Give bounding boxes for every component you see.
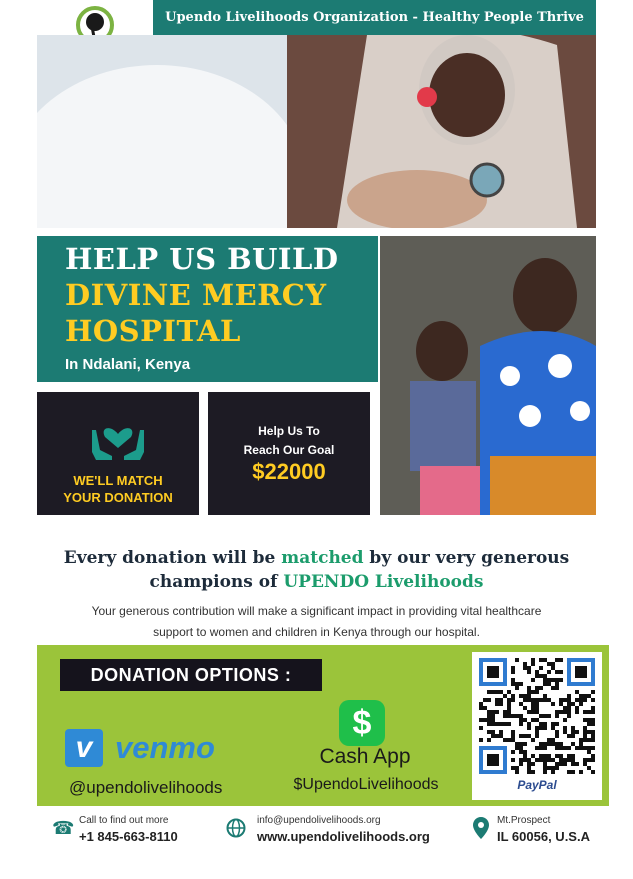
mother-child-illustration <box>380 236 596 515</box>
help-us-build-box <box>37 236 378 382</box>
donation-panel <box>37 645 609 806</box>
donation-options-title: DONATION OPTIONS : <box>60 659 322 691</box>
heart-hands-icon <box>88 412 148 460</box>
phone-icon: ☎ <box>52 818 75 838</box>
venmo-handle[interactable]: @upendolivelihoods <box>69 778 223 797</box>
paypal-label: PayPal <box>517 778 557 792</box>
subtext-line-1: Your generous contribution will make a significant impact in providing vital healthcare <box>91 604 542 618</box>
doctor-child-illustration <box>37 35 596 228</box>
venmo-wordmark[interactable]: venmo <box>115 730 215 765</box>
cashapp-icon[interactable]: $ <box>339 700 385 746</box>
website-link[interactable]: www.upendolivelihoods.org <box>257 829 430 844</box>
match-text-line-2: YOUR DONATION <box>63 490 173 505</box>
goal-amount: $22000 <box>252 459 326 484</box>
email-address[interactable]: info@upendolivelihoods.org <box>257 815 381 826</box>
phone-label: Call to find out more <box>79 815 169 826</box>
headline-part-3: champions of <box>149 572 284 592</box>
match-text <box>37 472 199 506</box>
location-text: In Ndalani, Kenya <box>65 356 191 373</box>
help-line-3: HOSPITAL <box>65 314 241 348</box>
qr-code-icon <box>479 658 595 774</box>
help-line-1: HELP US BUILD <box>65 242 339 276</box>
paypal-qr-card[interactable] <box>472 652 602 800</box>
cashapp-wordmark[interactable]: Cash App <box>319 745 411 768</box>
goal-label-line-2: Reach Our Goal <box>243 443 335 457</box>
tagline-banner: Upendo Livelihoods Organization - Healthy People Thrive <box>153 0 596 35</box>
family-photo <box>380 236 596 515</box>
goal-card <box>208 392 370 515</box>
phone-number[interactable]: +1 845-663-8110 <box>79 829 178 844</box>
match-donation-card <box>37 392 199 515</box>
globe-icon <box>226 818 246 838</box>
headline-highlight-upendo: UPENDO Livelihoods <box>283 572 484 592</box>
goal-label-line-1: Help Us To <box>258 424 320 438</box>
hero-photo <box>37 35 596 228</box>
subtext <box>30 601 603 643</box>
address-city: Mt.Prospect <box>497 815 551 826</box>
location-pin-icon <box>473 817 489 839</box>
subtext-line-2: support to women and children in Kenya through our hospital. <box>153 625 480 639</box>
help-line-2: DIVINE MERCY <box>65 278 327 312</box>
headline-part-2: by our very generous <box>363 548 570 568</box>
headline-part-1: Every donation will be <box>63 548 282 568</box>
headline-highlight-matched: matched <box>281 548 364 568</box>
cashapp-handle[interactable]: $UpendoLivelihoods <box>293 776 439 793</box>
venmo-icon[interactable]: v <box>65 729 103 767</box>
match-text-line-1: WE'LL MATCH <box>73 473 163 488</box>
goal-label <box>208 422 370 460</box>
headline <box>0 546 633 594</box>
address-state: IL 60056, U.S.A <box>497 829 590 844</box>
